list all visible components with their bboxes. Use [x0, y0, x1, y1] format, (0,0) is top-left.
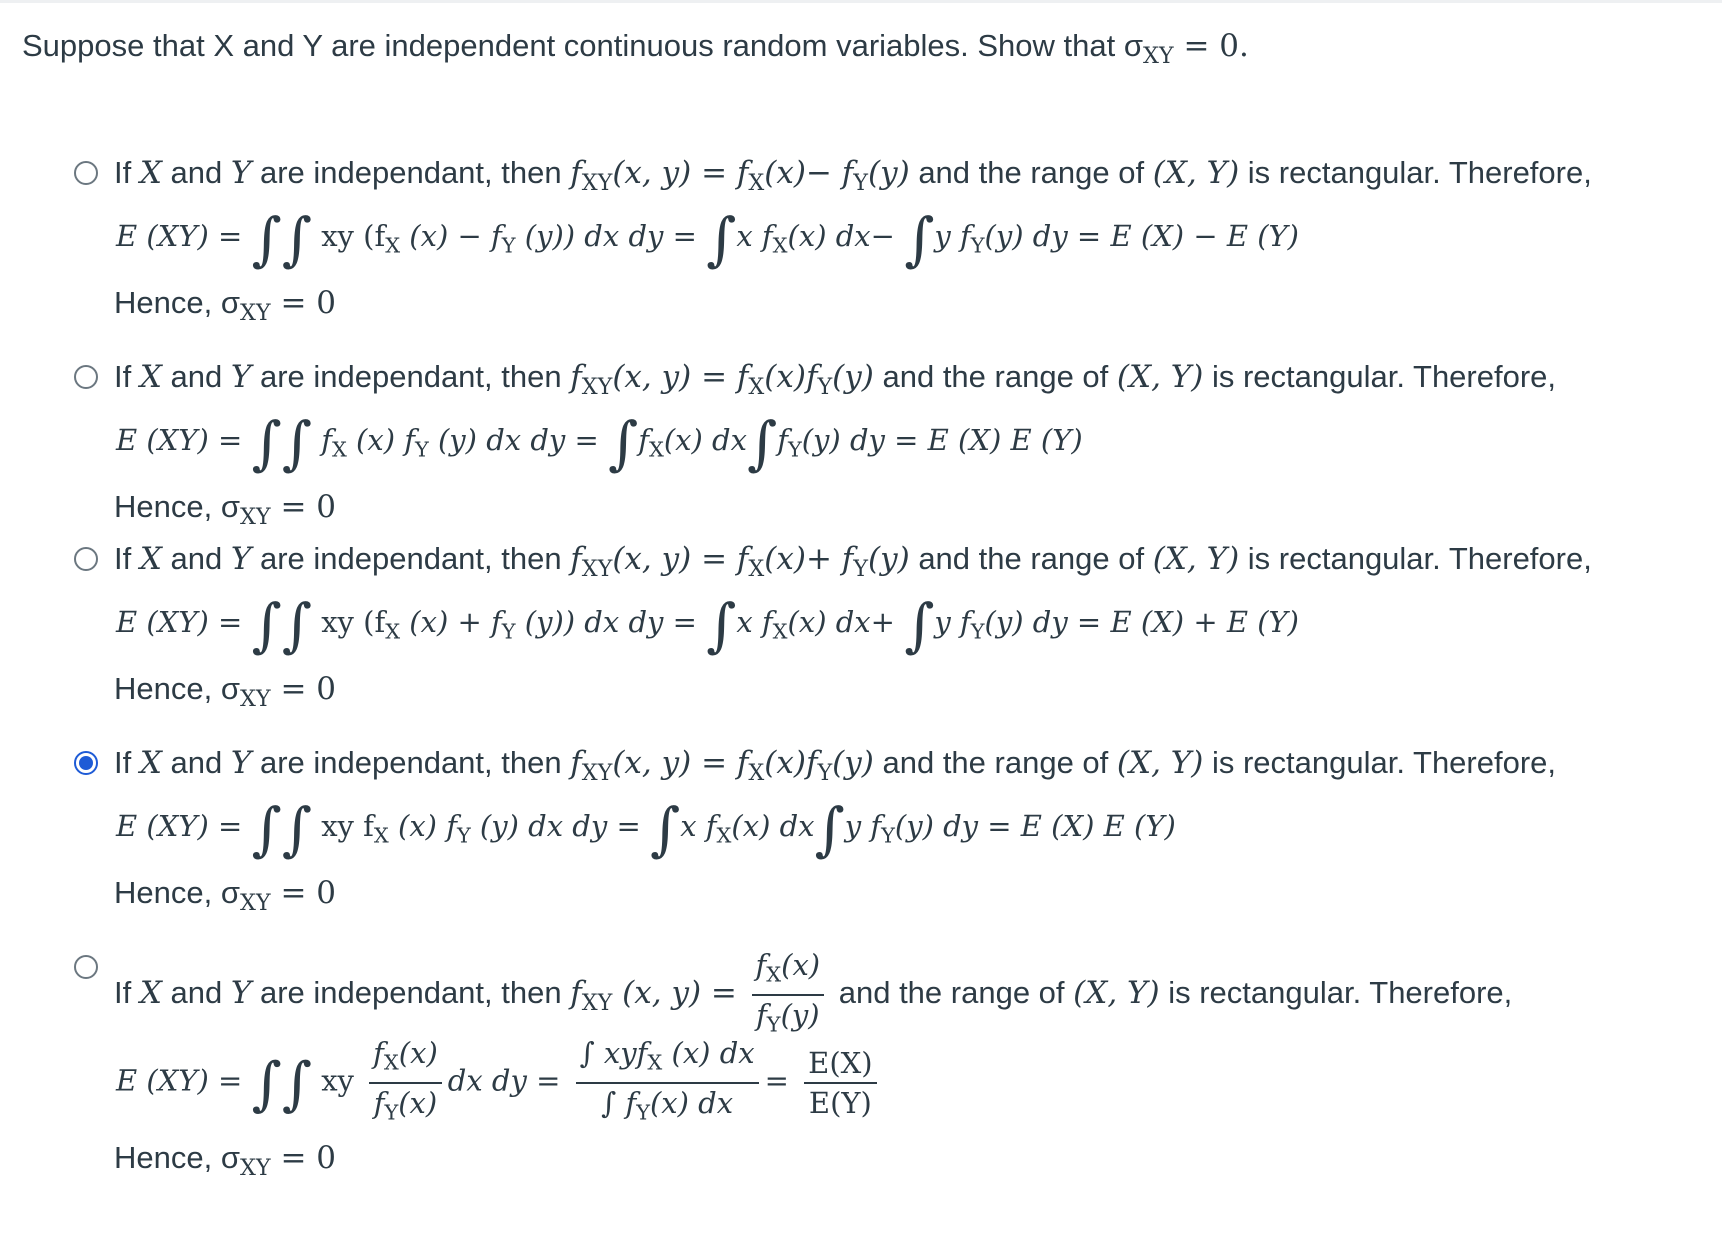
radio-button[interactable] — [74, 955, 98, 979]
radio-button[interactable] — [74, 161, 98, 185]
option-statement: If X and Y are independant, then $f_{XY}(x$, $y) = f_X(x)f_Y(y)$ and the range of (X, Y) is rectangular. Therefore, — [114, 745, 1557, 787]
option-conclusion: Hence, $\sigma_{XY} = 0$ — [114, 875, 336, 917]
option-conclusion: Hence, $\sigma_{XY} = 0$ — [114, 671, 336, 713]
option-statement: If X and Y are independant, then $f_{XY}(x$, $y) = f_X(x)f_Y(y)$ and the range of (X, Y) is rectangular. Therefore, — [114, 359, 1557, 401]
top-divider — [0, 0, 1722, 3]
option-equation: E (XY) = ∫∫ xy $\frac{f_X(x)}{f_Y(x)}$ dx dy = $\frac{\int xyf_X (x) dx}{\int f_Y(x) dx}$ = $\frac{E(X)}{E(Y)}$ — [116, 1034, 883, 1131]
radio-button-selected[interactable] — [74, 751, 98, 775]
radio-button[interactable] — [74, 365, 98, 389]
option-equation: E (XY) = ∫∫ xy ($f_X$ $(x) - f_Y$ (y)) dx dy = ∫x $f_X(x)$ dx− ∫y $f_Y(y)$ dy = E (X) − E (Y) — [116, 204, 1299, 273]
option-equation: E (XY) = ∫∫ $f_X$ (x) $f_Y$ (y) dx dy = $\int f_X(x)$ $dx\int f_Y(y)$ dy = E (X) E (Y) — [116, 408, 1083, 477]
option-statement: If X and Y are independant, then $f_{XY}$ (x, y) = $\frac{f_X(x)}{f_Y(y)}$ and the range of (X, Y) is rectangular. Therefore, — [114, 946, 1512, 1049]
density-ratio-fraction: $\frac{f_X(x)}{f_Y(y)}$ — [752, 946, 825, 1043]
option-statement: If X and Y are independant, then $f_{XY}(x$, $y) = f_X(x)+ f_Y(y)$ and the range of (X, Y) is rectangular. Therefore, — [114, 541, 1592, 583]
option-conclusion: Hence, $\sigma_{XY} = 0$ — [114, 1140, 336, 1182]
integrand-fraction: $\frac{f_X(x)}{f_Y(x)}$ — [369, 1034, 442, 1131]
radio-button[interactable] — [74, 547, 98, 571]
option-equation: E (XY) = ∫∫ xy ($f_X$ $(x) + f_Y$ (y)) dx dy = ∫x $f_X(x)$ dx+ ∫y $f_Y(y)$ dy = E (X) + E (Y) — [116, 590, 1299, 659]
option-conclusion: Hence, $\sigma_{XY} = 0$ — [114, 285, 336, 327]
option-statement: If X and Y are independant, then $f_{XY}(x$, $y) = f_X(x)- f_Y(y)$ and the range of (X, Y) is rectangular. Therefore, — [114, 155, 1592, 197]
option-conclusion: Hence, $\sigma_{XY} = 0$ — [114, 489, 336, 531]
option-equation: E (XY) = ∫∫ xy $f_X$ (x) $f_Y$ (y) dx dy = ∫x $f_X(x)$ dx∫y $f_Y(y)$ dy = E (X) E (Y) — [116, 794, 1176, 863]
integral-ratio-fraction: $\frac{\int xyf_X (x) dx}{\int f_Y(x) dx}$ — [576, 1034, 759, 1131]
question-prompt: Suppose that X and Y are independent continuous random variables. Show that $\sigma_{XY} = 0$. — [22, 28, 1249, 70]
expectation-ratio-fraction: $\frac{E(X)}{E(Y)}$ — [804, 1044, 876, 1122]
